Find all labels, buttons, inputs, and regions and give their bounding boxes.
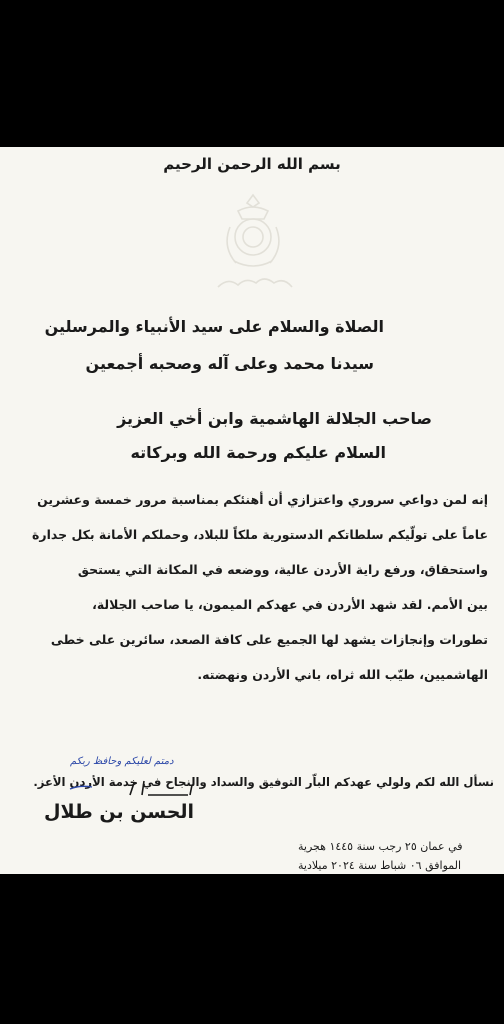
body-line: الهاشميين، طيّب الله ثراه، باني الأردن ونهضته. — [197, 667, 488, 682]
signature-name: الحسن بن طلال — [44, 801, 195, 823]
body-line: تطورات وإنجازات يشهد لها الجميع على كافة الصعد، سائرين على خطى — [50, 632, 488, 647]
date-hijri: في عمان ٢٥ رجب سنة ١٤٤٥ هجرية — [298, 840, 463, 853]
date-gregorian: الموافق ٠٦ شباط سنة ٢٠٢٤ ميلادية — [298, 859, 462, 872]
body-line: بين الأمم. لقد شهد الأردن في عهدكم الميمون، يا صاحب الجلالة، — [92, 597, 488, 612]
closing-line: نسأل الله لكم ولولي عهدكم الباّر التوفيق والسداد والنجاح في خدمة الأردن الأعز. — [33, 775, 494, 789]
body-line: عاماً على تولّيكم سلطاتكم الدستورية ملكاً للبلاد، وحملكم الأمانة بكل جدارة — [32, 527, 488, 542]
letter-body — [4, 482, 488, 692]
body-line: واستحقاق، ورفع راية الأردن عالية، ووضعه في المكانة التي يستحق — [77, 562, 488, 577]
address-line-2: السلام عليكم ورحمة الله وبركاته — [130, 443, 386, 462]
embossed-crest-icon — [208, 187, 298, 297]
basmala: بسم الله الرحمن الرحيم — [163, 155, 341, 173]
letter-page — [0, 147, 504, 874]
address-line-1: صاحب الجلالة الهاشمية وابن أخي العزيز — [117, 409, 432, 428]
body-line: إنه لمن دواعي سروري واعتزازي أن أهنئكم بمناسبة مرور خمسة وعشرين — [37, 492, 488, 507]
salutation-line-1: الصلاة والسلام على سيد الأنبياء والمرسلين — [44, 317, 384, 336]
handwritten-note: دمتم لعليكم وحافظ ربكم — [70, 756, 174, 767]
salutation-line-2: سيدنا محمد وعلى آله وصحبه أجمعين — [85, 354, 374, 373]
